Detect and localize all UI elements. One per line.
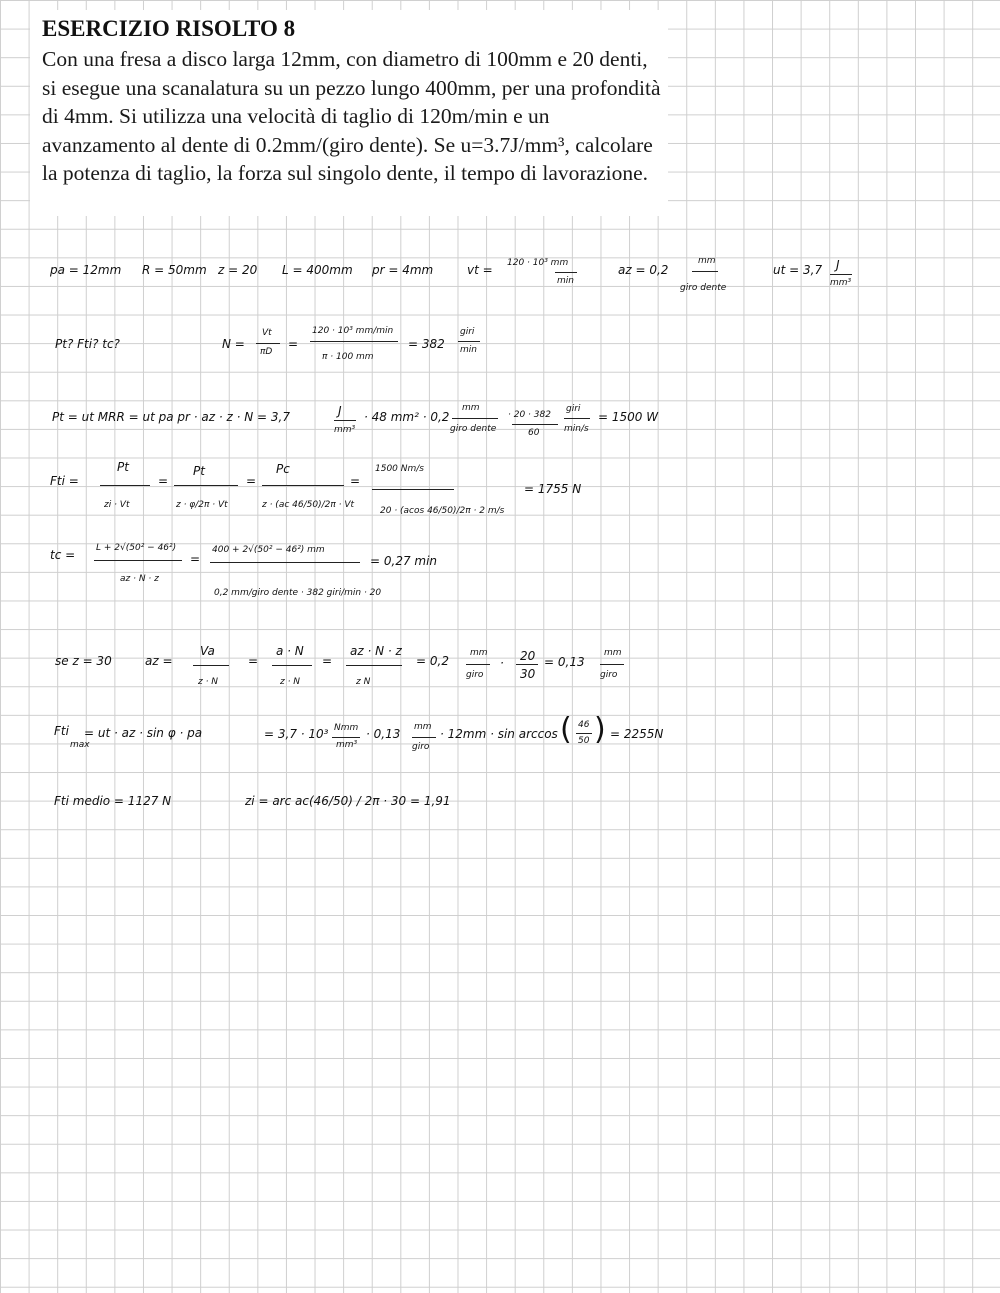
problem-title: ESERCIZIO RISOLTO 8 [42,16,296,41]
force-f1-num: Pt [117,460,129,474]
time-t2-den: 0,2 mm/giro dente · 382 giri/min · 20 [214,588,382,598]
force-result: = 1755 N [524,482,582,496]
fmax-sub: max [70,740,90,750]
given-ut-den: mm³ [830,278,852,288]
time-lhs: tc = [50,548,76,562]
fmax-tail: · 12mm · sin arccos [440,727,558,741]
n-num: Vt [262,328,272,338]
z30-mul: · [500,656,504,670]
given-vt-label: vt = [467,263,493,277]
given-vt-den: min [557,276,574,286]
z30-r1-den: giro [466,670,484,680]
z30-lhs: se z = 30 [55,654,112,668]
fmed-zi: zi = arc ac(46/50) / 2π · 30 = 1,91 [245,794,451,808]
power-u-num: J [338,404,342,418]
given-r: R = 50mm [142,263,207,277]
given-az-label: az = 0,2 [618,263,669,277]
fmax-m-den: giro [412,742,430,752]
fmax-u-num: Nmm [334,723,359,733]
power-g-den: min/s [564,424,589,434]
z30-f3-den: z N [356,677,371,687]
power-n-num: · 20 · 382 [508,410,551,420]
force-f2-den: z · φ/2π · Vt [176,500,228,510]
z30-frac-num: 20 [520,649,536,663]
z30-f2-num: a · N [276,644,304,658]
fmax-mid: · 0,13 [366,727,401,741]
given-pa: pa = 12mm [50,263,122,277]
force-f4-den: 20 · (acos 46/50)/2π · 2 m/s [380,506,505,516]
n-label: N = [222,337,245,351]
z30-f2-den: z · N [280,677,301,687]
fmed-lhs: Fti medio = 1127 N [54,794,172,808]
n-eq: = [288,337,299,351]
time-t2-num: 400 + 2√(50² − 46²) mm [212,545,325,555]
z30-r1-num: mm [470,648,488,658]
fmax-p-den: 50 [578,736,590,746]
time-result: = 0,27 min [370,554,438,568]
power-lhs: Pt = ut MRR = ut pa pr · az · z · N = 3,7 [52,410,290,424]
z30-f3-num: az · N · z [350,644,402,658]
unknowns: Pt? Fti? tc? [55,337,120,351]
z30-eq2: = [322,654,333,668]
fmax-u-den: mm³ [336,740,358,750]
force-eq1: = [158,474,169,488]
given-ut-num: J [836,258,840,272]
n-den: πD [260,347,273,357]
given-vt-num: 120 · 10³ mm [507,258,569,268]
given-az-num: mm [698,256,716,266]
given-z: z = 20 [218,263,258,277]
given-ut-label: ut = 3,7 [773,263,823,277]
fmax-m-num: mm [414,722,432,732]
given-l: L = 400mm [282,263,353,277]
z30-f1-den: z · N [198,677,219,687]
fmax-lhs: Fti [54,724,69,738]
fmax-rhs: = ut · az · sin φ · pa [84,726,203,740]
z30-r1: = 0,2 [416,654,449,668]
time-t1-den: az · N · z [120,574,159,584]
time-eq1: = [190,552,201,566]
power-a-den: giro dente [450,424,497,434]
n-unit-den: min [460,345,477,355]
n-unit-num: giri [460,327,475,337]
fmax-result: = 2255N [610,727,664,741]
time-t1-num: L + 2√(50² − 46²) [96,543,177,553]
z30-eq1: = [248,654,259,668]
problem-statement-box [30,10,668,216]
z30-az: az = [145,654,173,668]
force-f3-num: Pc [276,462,290,476]
z30-frac-den: 30 [520,667,536,681]
power-u-den: mm³ [334,425,356,435]
n-num2: 120 · 10³ mm/min [312,326,394,336]
force-lhs: Fti = [50,474,79,488]
z30-r2-den: giro [600,670,618,680]
problem-text: Con una fresa a disco larga 12mm, con diametro di 100mm e 20 denti, si esegue una scanalatura su un pezzo lungo 400mm, per una profondità di 4mm. Si utilizza una velocità di taglio di 120m/min e un avanzamento al dente di 0.2mm/(giro dente). Se u=3.7J/mm³, calcolare la potenza di taglio, la forza sul singolo dente, il tempo di lavorazione. [42,47,661,185]
n-result: = 382 [408,337,445,351]
fmax-p-num: 46 [578,720,590,730]
power-g-num: giri [566,404,581,414]
power-mid: · 48 mm² · 0,2 [364,410,450,424]
power-result: = 1500 W [598,410,659,424]
force-f2-num: Pt [193,464,205,478]
z30-r2-num: mm [604,648,622,658]
z30-f1-num: Va [200,644,215,658]
given-pr: pr = 4mm [372,263,434,277]
power-a-num: mm [462,403,480,413]
force-eq3: = [350,474,361,488]
force-eq2: = [246,474,257,488]
force-f1-den: zi · Vt [104,500,130,510]
z30-r2: = 0,13 [544,655,585,669]
n-den2: π · 100 mm [322,352,374,362]
fmax-eq: = 3,7 · 10³ [264,727,329,741]
given-az-den: giro dente [680,283,727,293]
force-f3-den: z · (ac 46/50)/2π · Vt [262,500,355,510]
power-n-den: 60 [528,428,540,438]
force-f4-num: 1500 Nm/s [375,464,424,474]
